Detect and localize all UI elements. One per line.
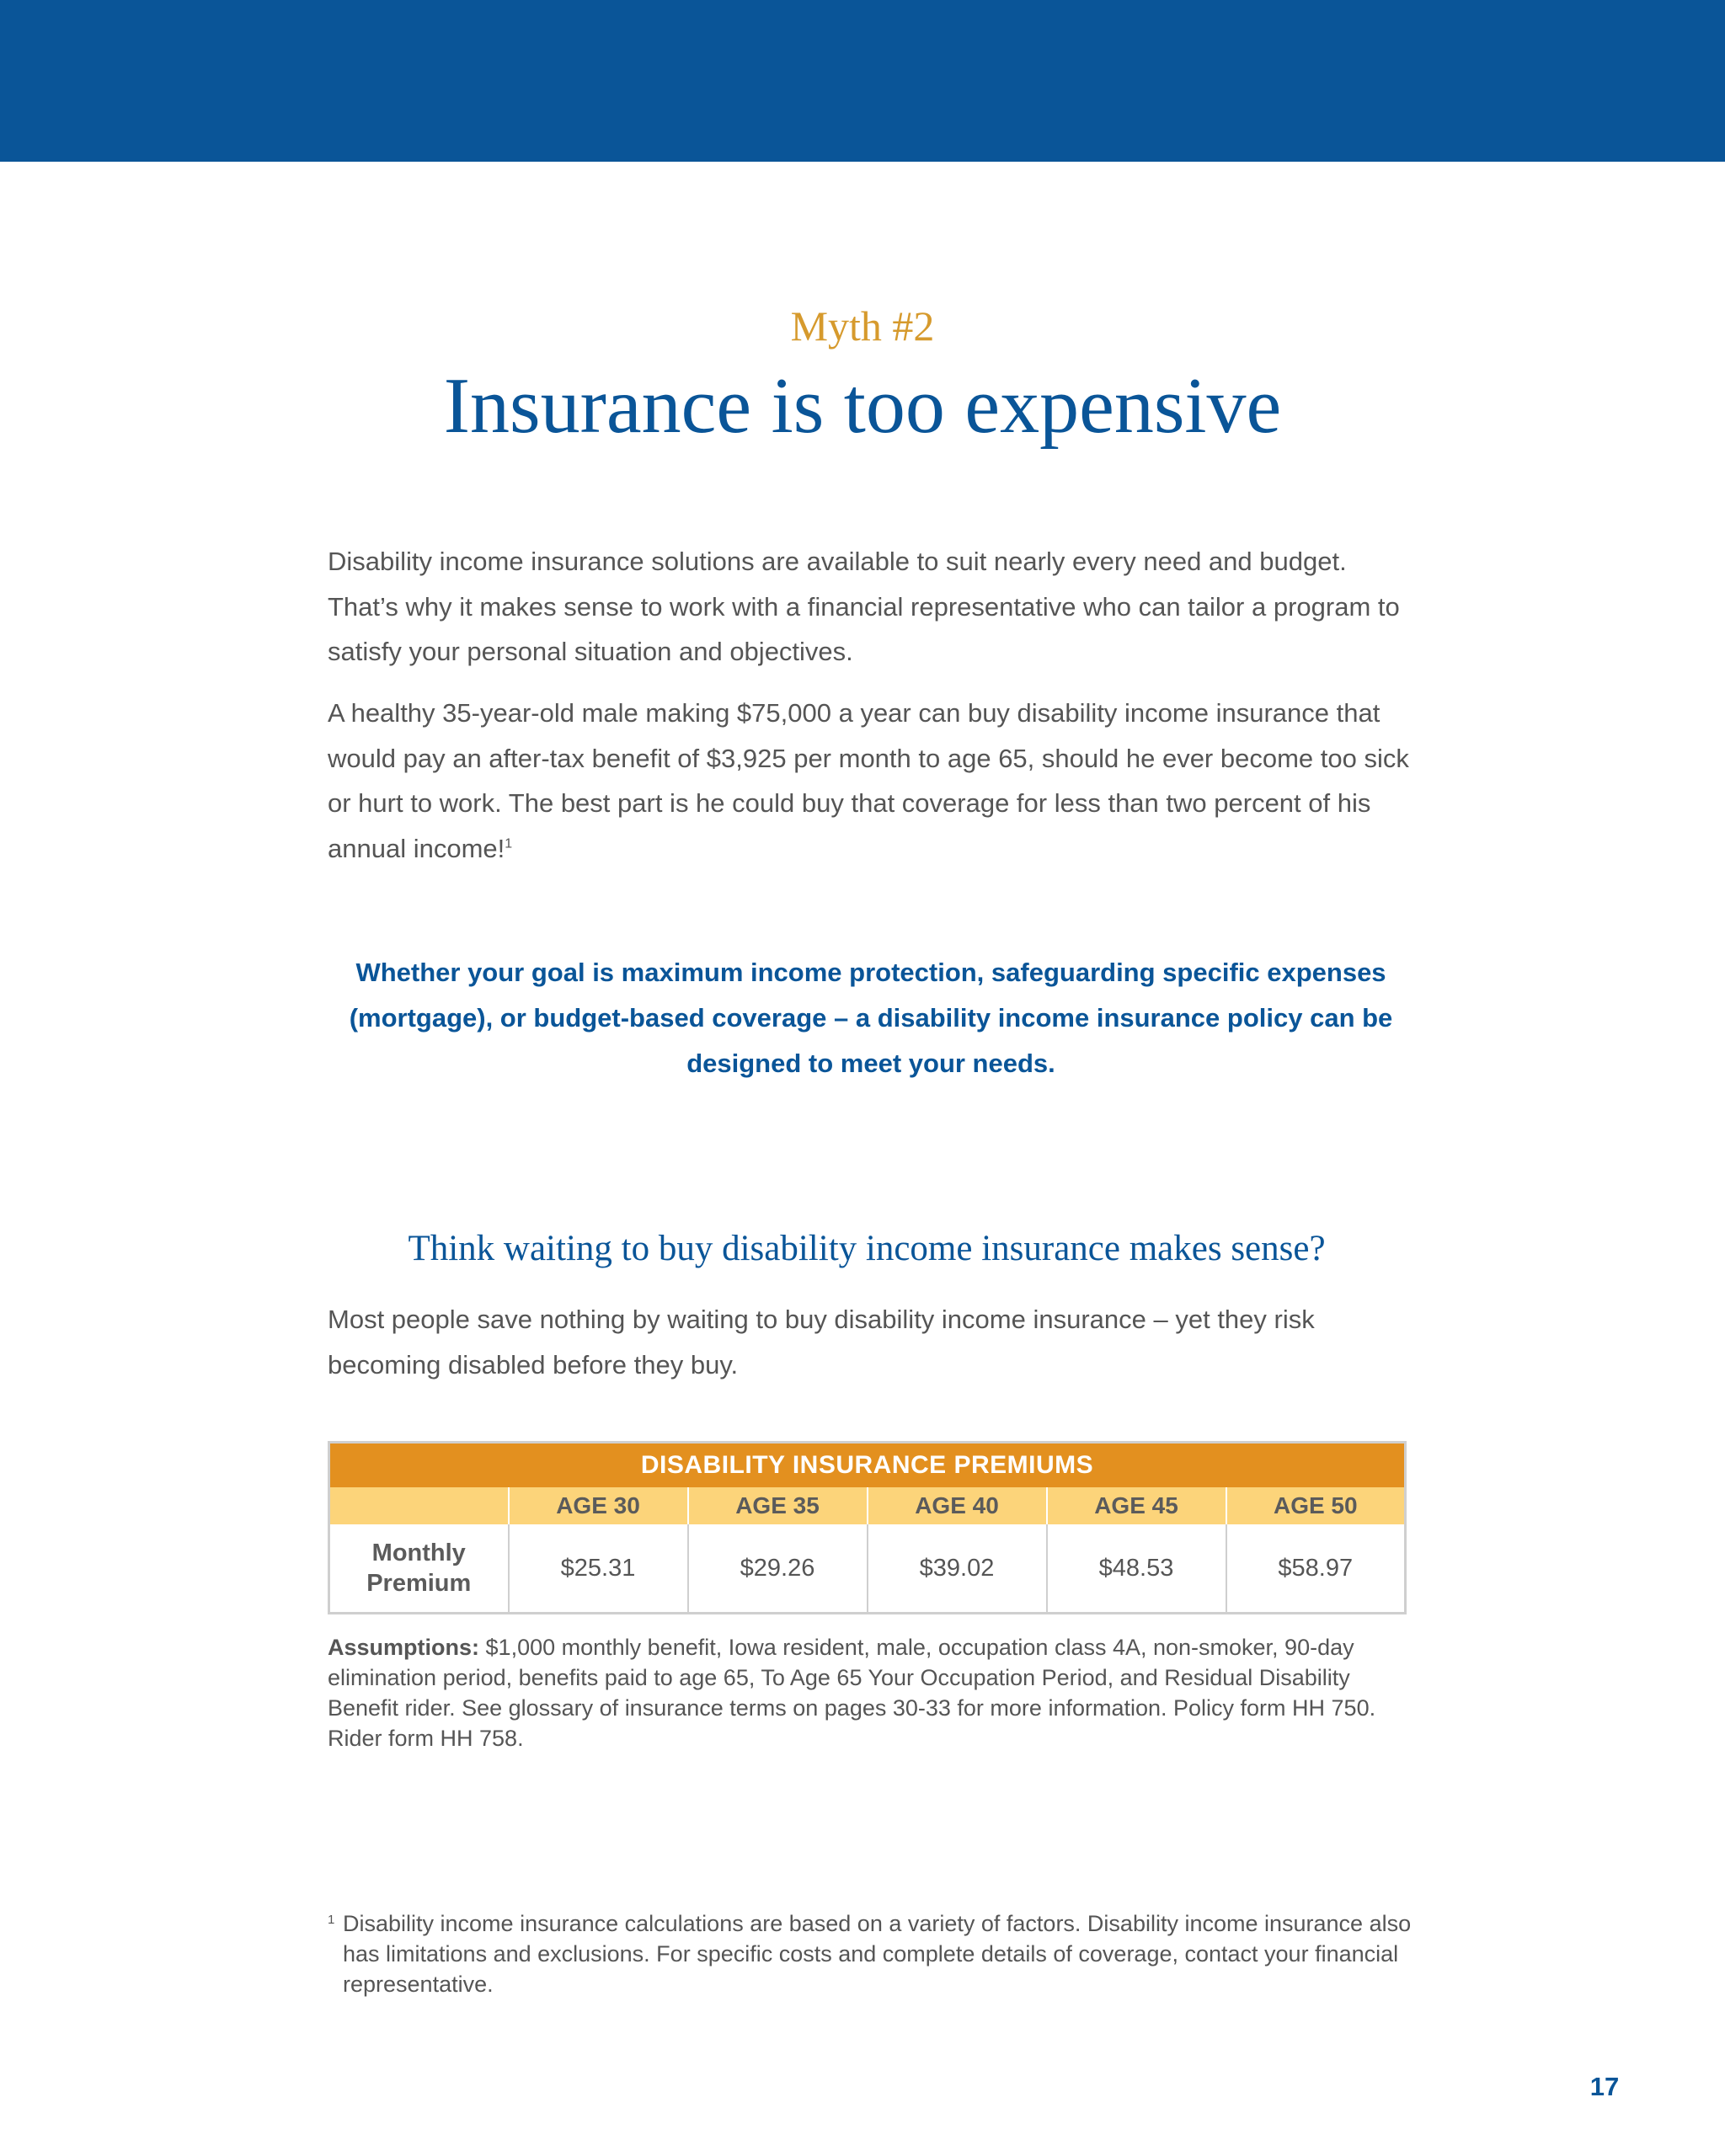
premium-age-45: $48.53	[1047, 1524, 1226, 1614]
assumptions-text: $1,000 monthly benefit, Iowa resident, male, occupation class 4A, non-smoker, 90-day elimination period, benefits paid to age 65, To Age 65 Your Occupation Period, and Residual Disability Benefit rider. See glossary of insurance terms on pages 30-33 for more information. Policy form HH 750. Rider form HH 758.	[328, 1635, 1376, 1751]
table-title: DISABILITY INSURANCE PREMIUMS	[329, 1443, 1406, 1488]
column-header-age-50: AGE 50	[1226, 1487, 1406, 1524]
assumptions-note	[328, 1632, 1414, 1753]
footnote	[328, 1908, 1414, 1999]
intro-paragraph-1: Disability income insurance solutions are available to suit nearly every need and budget. That’s why it makes sense to work with a financial representative who can tailor a program to satisfy your personal situation and objectives.	[328, 547, 1400, 666]
waiting-paragraph: Most people save nothing by waiting to buy disability income insurance – yet they risk becoming disabled before they buy.	[328, 1305, 1315, 1380]
column-header-age-35: AGE 35	[688, 1487, 868, 1524]
footnote-text: Disability income insurance calculations are based on a variety of factors. Disability income insurance also has limitations and exclusions. For specific costs and complete details of coverage, contact your financial representative.	[343, 1911, 1412, 1997]
premium-age-30: $25.31	[509, 1524, 688, 1614]
myth-label: Myth #2	[790, 302, 935, 350]
table-row	[329, 1524, 1406, 1614]
page-number: 17	[1589, 2072, 1620, 2101]
callout-statement: Whether your goal is maximum income protection, safeguarding specific expenses (mortgage), or budget-based coverage – a disability income insurance policy can be designed to meet your needs.	[349, 958, 1393, 1078]
premiums-table	[328, 1441, 1407, 1614]
intro-paragraph-2	[328, 691, 1414, 871]
page-title: Insurance is too expensive	[443, 362, 1282, 450]
premium-age-35: $29.26	[688, 1524, 868, 1614]
row-label-monthly-premium	[329, 1524, 509, 1614]
column-header-age-30: AGE 30	[509, 1487, 688, 1524]
intro-paragraph-2-text: A healthy 35-year-old male making $75,000 a year can buy disability income insurance that would pay an after-tax benefit of $3,925 per month to age 65, should he ever become too sick or hurt to work. The best part is he could buy that coverage for less than two percent of his annual income!	[328, 698, 1409, 863]
premium-age-40: $39.02	[868, 1524, 1047, 1614]
assumptions-label: Assumptions:	[328, 1635, 480, 1660]
row-label-line-2: Premium	[366, 1570, 472, 1597]
table-header-empty	[329, 1487, 509, 1524]
row-label-line-1: Monthly	[371, 1540, 466, 1566]
column-header-age-45: AGE 45	[1047, 1487, 1226, 1524]
footnote-reference: 1	[505, 836, 513, 851]
top-header-band	[0, 0, 1725, 162]
footnote-number: 1	[328, 1913, 335, 1927]
column-header-age-40: AGE 40	[868, 1487, 1047, 1524]
section-heading: Think waiting to buy disability income insurance makes sense?	[408, 1229, 1326, 1268]
premium-age-50: $58.97	[1226, 1524, 1406, 1614]
